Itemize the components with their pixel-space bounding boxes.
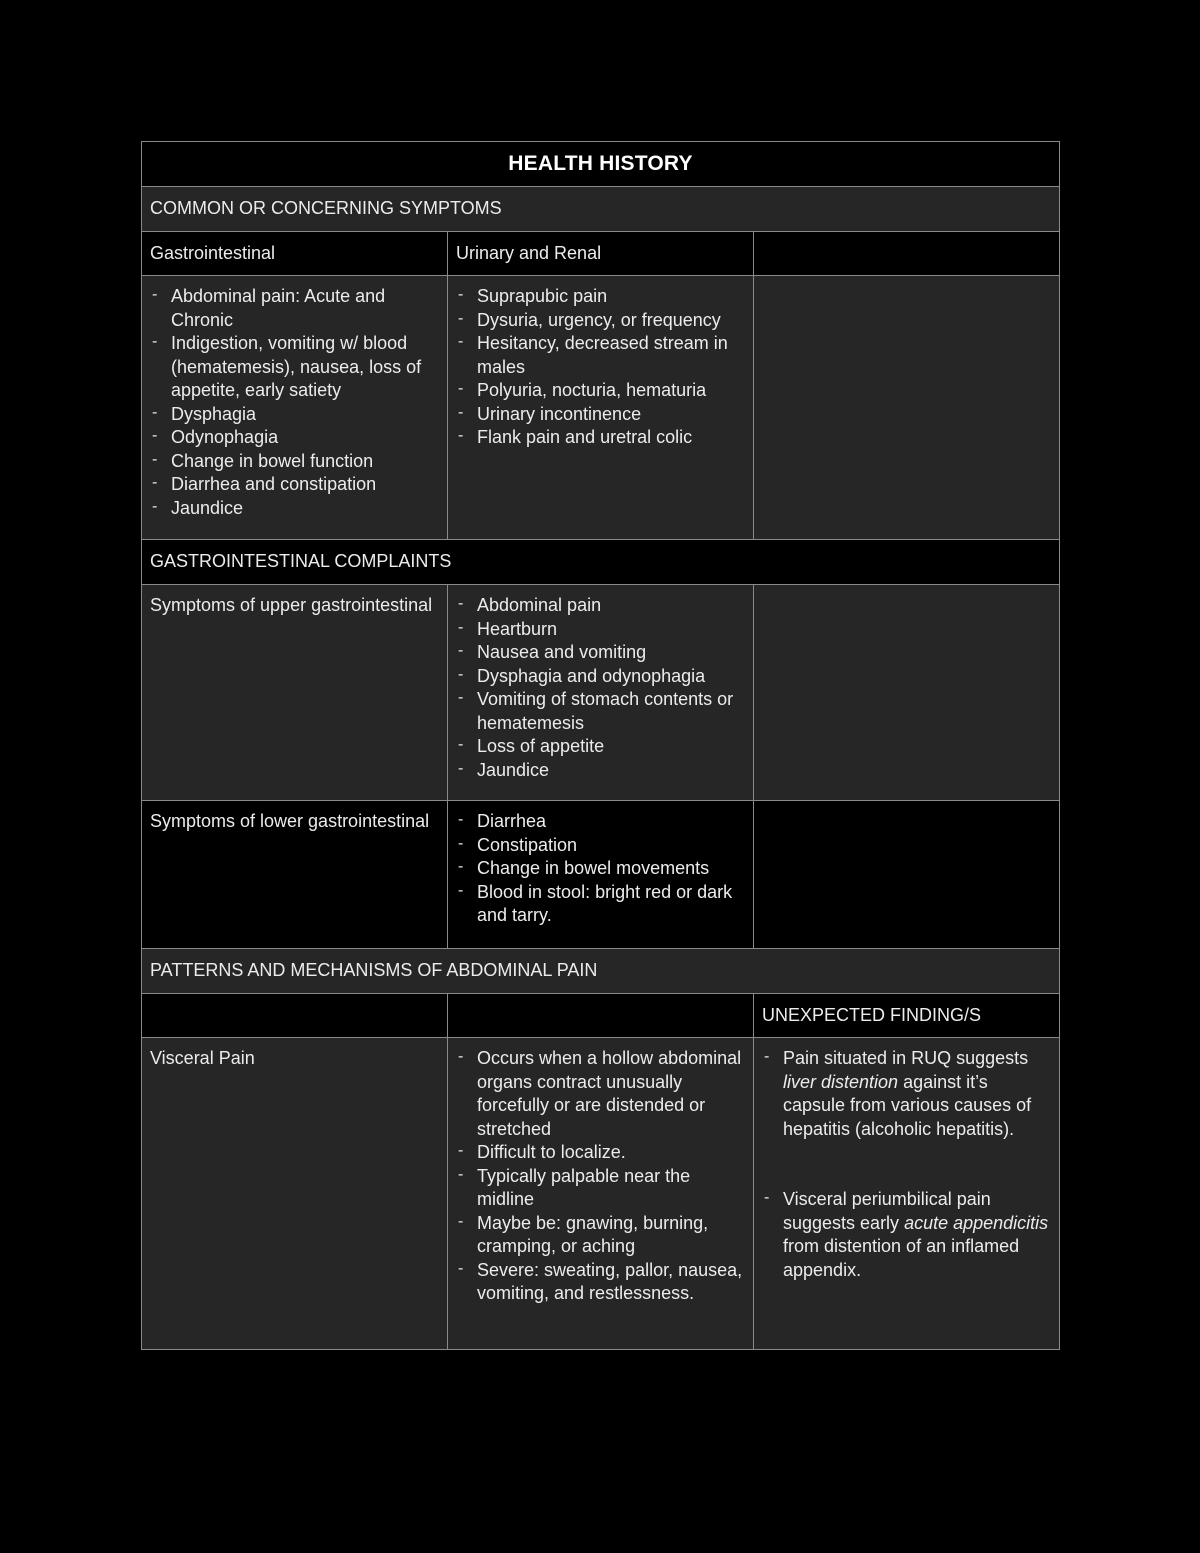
upper-gi-row xyxy=(142,585,1060,801)
visceral-pain-description-cell xyxy=(448,1038,754,1350)
list-item xyxy=(762,1188,1051,1282)
empty-cell xyxy=(754,585,1060,801)
symptoms-body-row xyxy=(142,276,1060,540)
lower-gi-symptom-list xyxy=(456,810,745,928)
visceral-pain-label-text: Visceral Pain xyxy=(150,1048,255,1068)
list-item: - Hesitancy, decreased stream in males xyxy=(456,332,745,379)
finding-emphasis: liver distention xyxy=(783,1071,899,1092)
list-item: - Vomiting of stomach contents or hematemesis xyxy=(456,688,745,735)
upper-gi-symptoms-cell xyxy=(448,585,754,801)
list-item: - Nausea and vomiting xyxy=(456,641,745,665)
section-heading-row xyxy=(142,949,1060,994)
finding-text: Visceral periumbilical pain suggests early xyxy=(783,1189,991,1233)
list-item: - Polyuria, nocturia, hematuria xyxy=(456,379,745,403)
section-heading-gi-complaints: GASTROINTESTINAL COMPLAINTS xyxy=(142,540,1060,585)
list-item: - Difficult to localize. xyxy=(456,1141,745,1165)
list-item xyxy=(762,1047,1051,1141)
col-header-unexpected-findings: UNEXPECTED FINDING/S xyxy=(754,994,1060,1038)
gi-symptoms-cell xyxy=(142,276,448,540)
list-item: - Diarrhea xyxy=(456,810,745,834)
list-item: - Abdominal pain: Acute and Chronic xyxy=(150,285,439,332)
visceral-pain-label xyxy=(142,1038,448,1350)
table-title: HEALTH HISTORY xyxy=(142,142,1060,187)
section-heading-row xyxy=(142,540,1060,585)
section-heading-common-symptoms: COMMON OR CONCERNING SYMPTOMS xyxy=(142,187,1060,232)
col-header-empty xyxy=(754,232,1060,276)
lower-gi-symptoms-cell xyxy=(448,801,754,949)
list-item: - Flank pain and uretral colic xyxy=(456,426,745,450)
lower-gi-label xyxy=(142,801,448,949)
col-header-urinary-renal: Urinary and Renal xyxy=(448,232,754,276)
urinary-symptoms-cell xyxy=(448,276,754,540)
visceral-pain-row xyxy=(142,1038,1060,1350)
section-heading-abdominal-pain: PATTERNS AND MECHANISMS OF ABDOMINAL PAIN xyxy=(142,949,1060,994)
visceral-pain-list xyxy=(456,1047,745,1306)
upper-gi-label-text: Symptoms of upper gastrointestinal xyxy=(150,595,433,615)
unexpected-findings-list xyxy=(762,1188,1051,1282)
urinary-symptom-list xyxy=(456,285,745,450)
finding-text: against it’s capsule from various causes of hepatitis (alcoholic hepatitis). xyxy=(783,1071,1032,1139)
list-item: - Occurs when a hollow abdominal organs contract unusually forcefully or are distended or stretched xyxy=(456,1047,745,1141)
spacer xyxy=(762,1141,1051,1188)
list-item: - Urinary incontinence xyxy=(456,403,745,427)
list-item: - Blood in stool: bright red or dark and tarry. xyxy=(456,881,745,928)
list-item: - Suprapubic pain xyxy=(456,285,745,309)
list-item: - Dysphagia xyxy=(150,403,439,427)
list-item: - Change in bowel function xyxy=(150,450,439,474)
section-heading-row xyxy=(142,187,1060,232)
list-item: - Change in bowel movements xyxy=(456,857,745,881)
lower-gi-label-text: Symptoms of lower gastrointestinal xyxy=(150,811,430,831)
upper-gi-label xyxy=(142,585,448,801)
empty-cell xyxy=(754,276,1060,540)
list-item: - Jaundice xyxy=(456,759,745,783)
list-item: - Severe: sweating, pallor, nausea, vomiting, and restlessness. xyxy=(456,1259,745,1306)
col-header-gastrointestinal: Gastrointestinal xyxy=(142,232,448,276)
list-item: - Abdominal pain xyxy=(456,594,745,618)
list-item: - Loss of appetite xyxy=(456,735,745,759)
list-item: - Heartburn xyxy=(456,618,745,642)
column-header-row xyxy=(142,232,1060,276)
list-item: - Constipation xyxy=(456,834,745,858)
finding-emphasis: acute appendicitis xyxy=(904,1212,1049,1233)
title-row xyxy=(142,142,1060,187)
finding-text: Pain situated in RUQ suggests xyxy=(783,1048,1029,1068)
list-item: - Odynophagia xyxy=(150,426,439,450)
list-item: - Jaundice xyxy=(150,497,439,521)
list-item: - Typically palpable near the midline xyxy=(456,1165,745,1212)
health-history-table xyxy=(141,141,1060,1350)
finding-text: from distention of an inflamed appendix. xyxy=(783,1236,1020,1280)
list-item: - Dysuria, urgency, or frequency xyxy=(456,309,745,333)
upper-gi-symptom-list xyxy=(456,594,745,782)
empty-cell xyxy=(754,801,1060,949)
empty-cell xyxy=(448,994,754,1038)
lower-gi-row xyxy=(142,801,1060,949)
unexpected-findings-cell xyxy=(754,1038,1060,1350)
list-item: - Diarrhea and constipation xyxy=(150,473,439,497)
list-item: - Maybe be: gnawing, burning, cramping, or aching xyxy=(456,1212,745,1259)
gi-symptom-list xyxy=(150,285,439,520)
column-header-row xyxy=(142,994,1060,1038)
list-item: - Indigestion, vomiting w/ blood (hematemesis), nausea, loss of appetite, early satiety xyxy=(150,332,439,403)
list-item: - Dysphagia and odynophagia xyxy=(456,665,745,689)
unexpected-findings-list xyxy=(762,1047,1051,1141)
empty-cell xyxy=(142,994,448,1038)
